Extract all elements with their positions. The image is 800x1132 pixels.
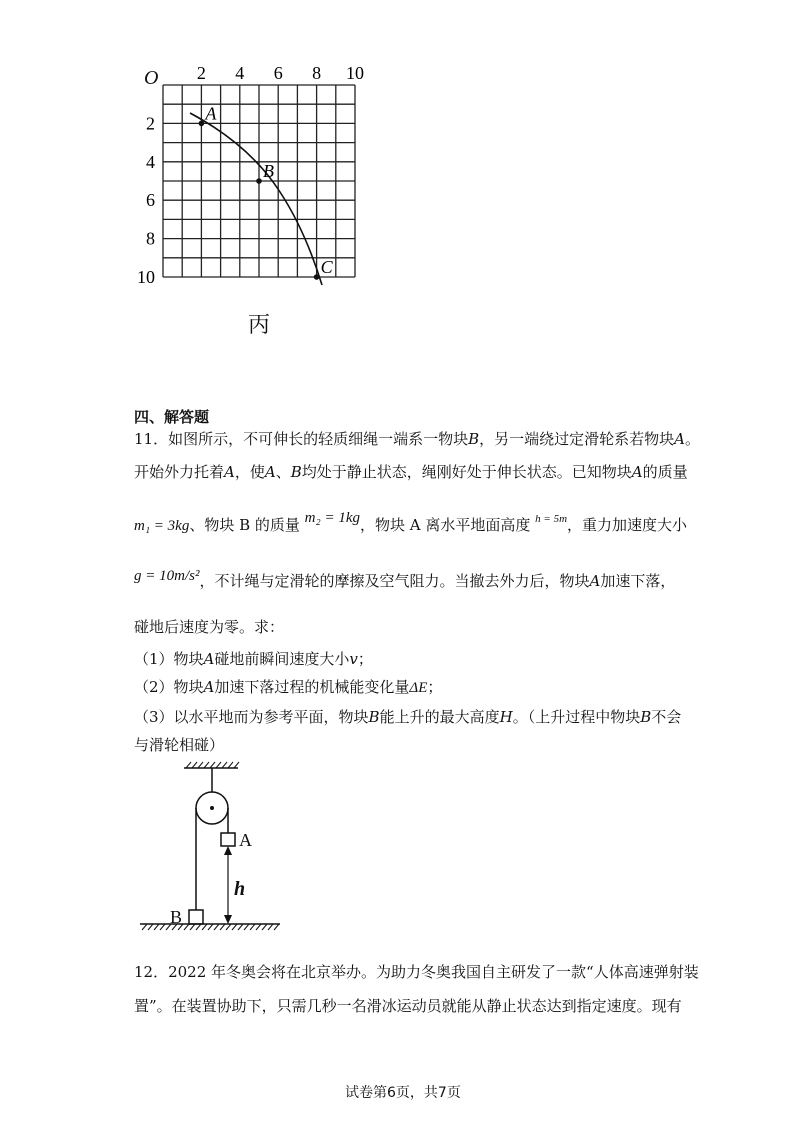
x-tick-label: 2 bbox=[196, 63, 206, 83]
page-footer: 试卷第6页，共7页 bbox=[345, 1085, 461, 1101]
y-tick-label: 6 bbox=[146, 190, 155, 211]
block-b bbox=[189, 910, 203, 924]
trajectory-curve bbox=[190, 113, 322, 285]
point-label-a: A bbox=[205, 103, 217, 124]
x-tick-label: 8 bbox=[312, 63, 322, 83]
q12-line2: 置”。在装置协助下，只需几秒一名滑冰运动员就能从静止状态达到指定速度。现有 bbox=[134, 997, 682, 1015]
point-c bbox=[314, 274, 320, 280]
height-label: h bbox=[234, 878, 246, 900]
x-tick-labels bbox=[197, 63, 364, 83]
m2-formula: m₂ = 1kg bbox=[304, 510, 360, 526]
x-tick-label: 4 bbox=[235, 63, 245, 83]
section-title: 四、解答题 bbox=[134, 408, 210, 426]
q11-line1: 11．如图所示，不可伸长的轻质细绳一端系一物块B，另一端绕过定滑轮系若物块A。 bbox=[134, 430, 700, 448]
point-label-c: C bbox=[320, 257, 333, 277]
y-tick-label: 2 bbox=[146, 113, 155, 134]
q11-sub1: （1）物块A碰地前瞬间速度大小v； bbox=[134, 650, 373, 668]
x-tick-label: 10 bbox=[346, 63, 364, 83]
figure-caption: 丙 bbox=[248, 313, 271, 338]
point-b bbox=[256, 178, 262, 184]
q11-sub3-cont: 与滑轮相碰） bbox=[134, 736, 225, 754]
y-tick-labels bbox=[137, 113, 155, 287]
q11-line2: 开始外力托着A，使A、B均处于静止状态，绳刚好处于伸长状态。已知物块A的质量 bbox=[134, 463, 688, 481]
point-a bbox=[199, 121, 205, 127]
q11-sub3: （3）以水平地而为参考平面，物块B能上升的最大高度H。（上升过程中物块B不会 bbox=[134, 708, 682, 726]
q12-line1: 12．2022 年冬奥会将在北京举办。为助力冬奥我国自主研发了一款“人体高速弹射装 bbox=[134, 963, 699, 981]
block-b-label: B bbox=[170, 907, 183, 927]
y-tick-label: 4 bbox=[146, 151, 155, 172]
grid-figure bbox=[130, 60, 390, 340]
point-label-b: B bbox=[263, 161, 274, 181]
m1-formula: m₁ = 3kg bbox=[134, 518, 190, 534]
x-tick-label: 6 bbox=[273, 63, 283, 83]
block-a bbox=[221, 833, 235, 846]
pulley-figure bbox=[130, 760, 300, 940]
g-formula: g = 10m/s² bbox=[134, 568, 200, 584]
q11-line3: m₁ = 3kg、物块 B 的质量 m₂ = 1kg，物块 A 离水平地面高度 $^{h = 5m}$，重力加速度大小 bbox=[134, 510, 688, 534]
y-tick-label: 8 bbox=[146, 228, 155, 249]
q11-sub2: （2）物块A加速下落过程的机械能变化量ΔE； bbox=[134, 678, 443, 696]
q11-line5: 碰地后速度为零。求： bbox=[134, 618, 285, 636]
y-tick-label: 10 bbox=[137, 267, 155, 287]
block-a-label: A bbox=[239, 830, 252, 850]
q11-line4: g = 10m/s²，不计绳与定滑轮的摩擦及空气阻力。当撤去外力后，物块A加速下落， bbox=[134, 568, 676, 590]
h-formula: h = 5m bbox=[535, 513, 568, 525]
origin-label: O bbox=[144, 67, 159, 89]
